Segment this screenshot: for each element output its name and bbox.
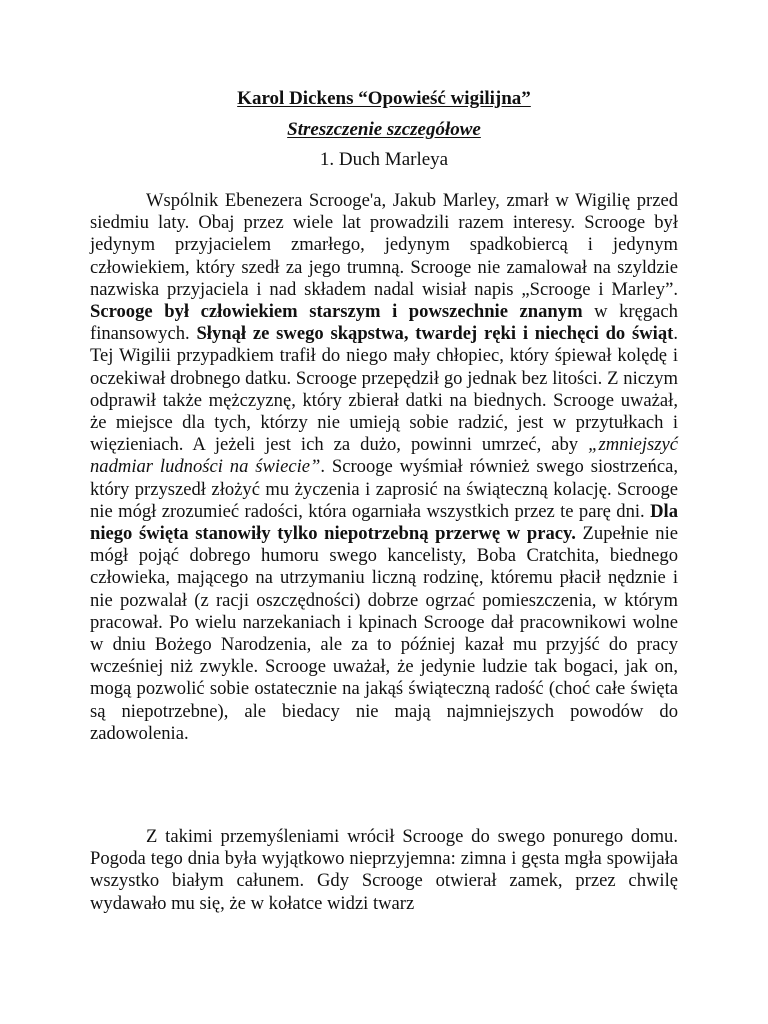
- document-subtitle: Streszczenie szczegółowe: [287, 119, 481, 140]
- document-title: Karol Dickens “Opowieść wigilijna”: [237, 88, 531, 109]
- text-run: Wspólnik Ebenezera Scrooge'a, Jakub Marley, zmarł w Wigilię przed siedmiu laty. Obaj przez wiele lat prowadzili razem interesy. Scrooge był jedynym przyjacielem zmarłego, jedynym spadkobiercą i jedynym człowiekiem, który szedł za jego trumną. Scrooge nie zamalował na szyldzie nazwiska przyjaciela i nad składem nadal wisiał napis „Scrooge i Marley”.: [90, 190, 678, 300]
- bold-run: Dla niego święta stanowiły tylko niepotrzebną przerwę w pracy.: [90, 500, 678, 545]
- bold-run: Słynął ze swego skąpstwa, twardej ręki i niechęci do świąt: [196, 323, 674, 345]
- paragraph-2: Z takimi przemyśleniami wrócił Scrooge do swego ponurego domu. Pogoda tego dnia była wyjątkowo nieprzyjemna: zimna i gęsta mgła spowijała wszystko białym całunem. Gdy Scrooge otwierał zamek, przez chwilę wydawało mu się, że w kołatce widzi twarz: [90, 826, 678, 914]
- chapter-heading: 1. Duch Marleya: [319, 149, 449, 170]
- paragraph-1: [90, 190, 678, 745]
- text-run: Zupełnie nie mógł pojąć dobrego humoru swego kancelisty, Boba Cratchita, biednego człowieka, mającego na utrzymaniu liczną rodzinę, któremu płacił nędznie i nie pozwalał (z racji oszczędności) dobrze ogrzać pomieszczenia, w którym pracował. Po wielu narzekaniach i kpinach Scrooge dał pracownikowi wolne w dniu Bożego Narodzenia, ale za to później kazał mu przyjść do pracy wcześniej niż zwykle. Scrooge uważał, że jedynie ludzie tak bogaci, jak on, mogą pozwolić sobie ostatecznie na jakąś świąteczną radość (choć całe święta są niepotrzebne), ale biedacy nie mają najmniejszych powodów do zadowolenia.: [90, 523, 678, 744]
- text-run: . Scrooge wyśmiał również swego siostrzeńca, który przyszedł złożyć mu życzenia i zaprosić na świąteczną kolację. Scrooge nie mógł zrozumieć radości, która ogarniała wszystkich przez te parę dni.: [90, 456, 678, 522]
- bold-run: Scrooge był człowiekiem starszym i powszechnie znanym: [90, 301, 583, 323]
- text-run: . Tej Wigilii przypadkiem trafił do niego mały chłopiec, który śpiewał kolędę i oczekiwał drobnego datku. Scrooge przepędził go jednak bez litości. Z niczym odprawił także mężczyznę, który zbierał datki na biednych. Scrooge uważał, że miejsce dla tych, którzy nie umieją sobie radzić, jest w przytułkach i więzieniach. A jeżeli jest ich za dużo, powinni umrzeć, aby: [90, 323, 678, 456]
- text-run: w kręgach finansowych.: [90, 301, 678, 345]
- italic-quote: „zmniejszyć nadmiar ludności na świecie”: [90, 434, 678, 478]
